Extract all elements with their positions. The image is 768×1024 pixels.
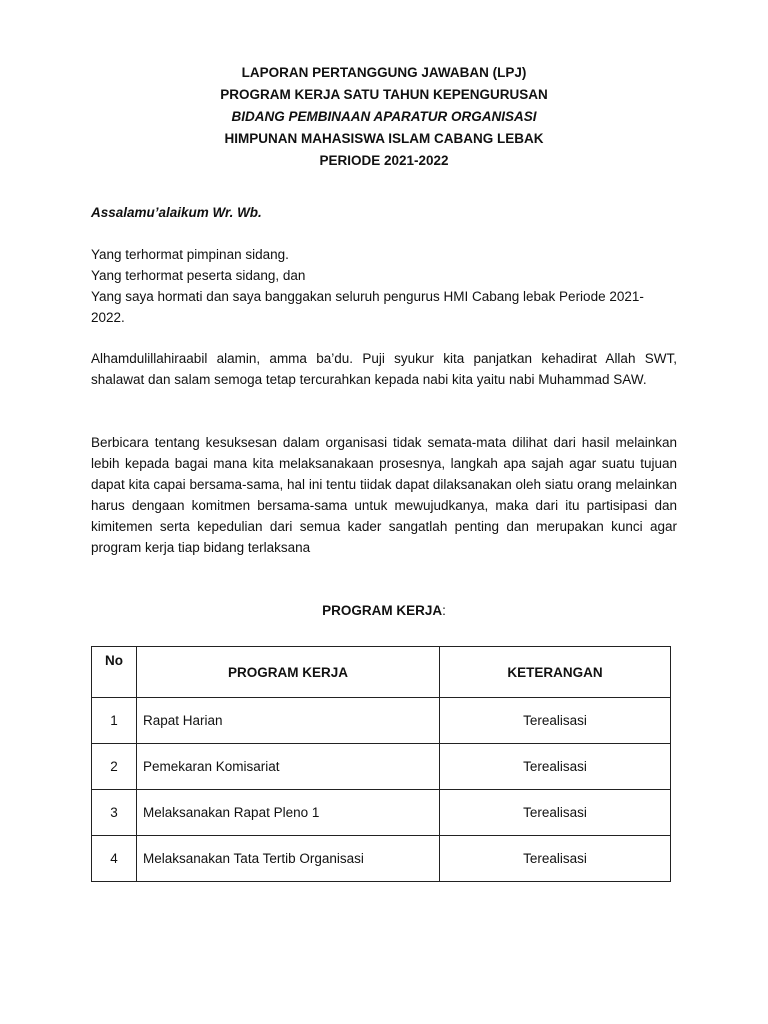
row-keterangan: Terealisasi	[440, 744, 671, 790]
row-no: 3	[92, 790, 137, 836]
row-program: Pemekaran Komisariat	[137, 744, 440, 790]
section-heading-colon: :	[442, 603, 446, 618]
opening-salutation: Assalamu’alaikum Wr. Wb.	[91, 205, 262, 220]
table-header-row	[92, 647, 671, 698]
title-line-5: PERIODE 2021-2022	[319, 153, 449, 168]
row-keterangan: Terealisasi	[440, 790, 671, 836]
table-row	[92, 836, 671, 882]
program-table	[91, 646, 671, 882]
row-keterangan: Terealisasi	[440, 698, 671, 744]
greeting-line-1: Yang terhormat pimpinan sidang.	[91, 247, 289, 262]
row-no: 4	[92, 836, 137, 882]
row-no: 1	[92, 698, 137, 744]
title-line-4: HIMPUNAN MAHASISWA ISLAM CABANG LEBAK	[224, 131, 544, 146]
title-line-1: LAPORAN PERTANGGUNG JAWABAN (LPJ)	[241, 65, 527, 80]
header-no: No	[92, 647, 137, 698]
row-program: Melaksanakan Rapat Pleno 1	[137, 790, 440, 836]
section-heading	[0, 601, 768, 621]
title-line-2: PROGRAM KERJA SATU TAHUN KEPENGURUSAN	[220, 87, 548, 102]
section-heading-text: PROGRAM KERJA	[322, 603, 443, 618]
greetings-block	[91, 244, 677, 328]
table-row	[92, 698, 671, 744]
row-no: 2	[92, 744, 137, 790]
table-row	[92, 790, 671, 836]
table-row	[92, 744, 671, 790]
header-program: PROGRAM KERJA	[137, 647, 440, 698]
row-program: Melaksanakan Tata Tertib Organisasi	[137, 836, 440, 882]
greeting-line-3: Yang saya hormati dan saya banggakan seluruh pengurus HMI Cabang lebak Periode 2021-2022.	[91, 289, 644, 325]
greeting-line-2: Yang terhormat peserta sidang, dan	[91, 268, 306, 283]
row-keterangan: Terealisasi	[440, 836, 671, 882]
paragraph-alhamdulillah: Alhamdulillahiraabil alamin, amma ba’du. Puji syukur kita panjatkan kehadirat Allah SWT, shalawat dan salam semoga tetap tercurahkan kepada nabi kita yaitu nabi Muhammad SAW.	[91, 351, 677, 387]
document-title	[0, 62, 768, 172]
header-keterangan: KETERANGAN	[440, 647, 671, 698]
paragraph-berbicara: Berbicara tentang kesuksesan dalam organisasi tidak semata-mata dilihat dari hasil melainkan lebih kepada bagai mana kita melaksanakaan prosesnya, langkah apa sajah agar suatu tujuan dapat kita capai bersama-sama, hal ini tentu tiidak dapat dilaksanakan oleh siatu orang melainkan harus dengaan komitmen bersama-sama untuk mewujudkanya, maka dari itu partisipasi dan kimitemen serta kepedulian dari semua kader sangatlah penting dan merupakan kunci agar program kerja tiap bidang terlaksana	[91, 435, 677, 555]
row-program: Rapat Harian	[137, 698, 440, 744]
title-line-3: BIDANG PEMBINAAN APARATUR ORGANISASI	[231, 109, 537, 124]
